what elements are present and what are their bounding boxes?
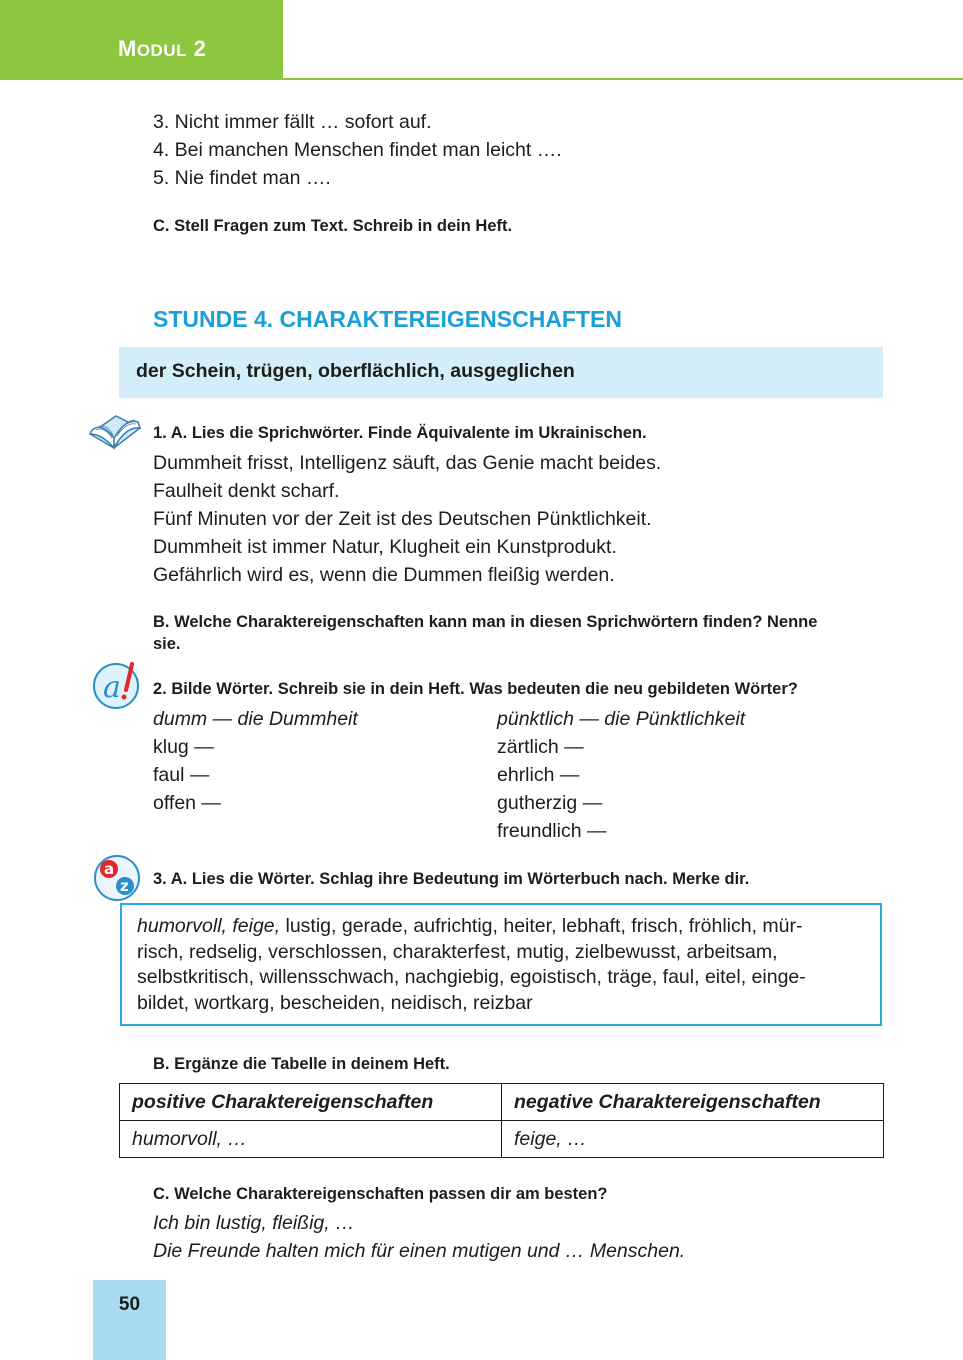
lesson-title: STUNDE 4. CHARAKTEREIGENSCHAFTEN (153, 306, 622, 332)
proverb-3: Fünf Minuten vor der Zeit ist des Deutschen Pünktlichkeit. (153, 508, 652, 530)
dictionary-az-icon (92, 853, 144, 908)
vocab-words: der Schein, trügen, oberflächlich, ausgeglichen (136, 360, 575, 382)
ex2-right-item: zärtlich — (497, 736, 584, 758)
character-table (119, 1083, 884, 1158)
vocab-line-4: bildet, wortkarg, bescheiden, neidisch, reizbar (137, 991, 533, 1014)
cell-positive: humorvoll, … (120, 1121, 502, 1158)
ex1-instruction-b-line1: B. Welche Charaktereigenschaften kann man in diesen Sprichwörtern finden? Nenne (153, 613, 818, 631)
ex3-example-1: Ich bin lustig, fleißig, … (153, 1212, 355, 1234)
ex2-right-example: pünktlich — die Pünktlichkeit (497, 708, 746, 730)
ex1-instruction-a: 1. A. Lies die Sprichwörter. Finde Äquivalente im Ukrainischen. (153, 424, 647, 442)
module-label: MODUL 2 (118, 36, 207, 61)
ex2-left-example: dumm — die Dummheit (153, 708, 358, 730)
word-formation-icon (92, 662, 144, 717)
ex2-right-item: gutherzig — (497, 792, 603, 814)
proverb-2: Faulheit denkt scharf. (153, 480, 340, 502)
svg-text:z: z (120, 877, 129, 895)
ex3-instruction-b: B. Ergänze die Tabelle in deinem Heft. (153, 1055, 450, 1073)
ex3-instruction-a: 3. A. Lies die Wörter. Schlag ihre Bedeutung im Wörterbuch nach. Merke dir. (153, 870, 750, 888)
ex2-left-item: klug — (153, 736, 214, 758)
cell-negative: feige, … (502, 1121, 884, 1158)
proverb-4: Dummheit ist immer Natur, Klugheit ein Kunstprodukt. (153, 536, 617, 558)
vocab-line-2: risch, redselig, verschlossen, charakterfest, mutig, zielbewusst, arbeitsam, (137, 940, 778, 963)
page-number: 50 (118, 1294, 141, 1315)
svg-text:a: a (103, 670, 121, 705)
ex2-left-item: faul — (153, 764, 210, 786)
proverb-1: Dummheit frisst, Intelligenz säuft, das Genie macht beides. (153, 452, 662, 474)
open-book-icon (86, 408, 144, 461)
prev-instruction-c: C. Stell Fragen zum Text. Schreib in dein Heft. (153, 217, 513, 235)
proverb-5: Gefährlich wird es, wenn die Dummen fleißig werden. (153, 564, 615, 586)
page-number-box (93, 1280, 166, 1360)
table-header-row (120, 1084, 884, 1121)
ex3-instruction-c: C. Welche Charaktereigenschaften passen dir am besten? (153, 1185, 608, 1203)
vocabulary-words (137, 914, 868, 1016)
ex2-instruction: 2. Bilde Wörter. Schreib sie in dein Heft. Was bedeuten die neu gebildeten Wörter? (153, 680, 798, 698)
prev-line-4: 4. Bei manchen Menschen findet man leicht …. (153, 139, 562, 161)
header-negative: negative Charaktereigenschaften (502, 1084, 884, 1121)
ex1-instruction-b-line2: sie. (153, 635, 181, 653)
header-positive: positive Charaktereigenschaften (120, 1084, 502, 1121)
ex3-example-2: Die Freunde halten mich für einen mutigen und … Menschen. (153, 1240, 686, 1262)
vocab-line-1: humorvoll, feige, lustig, gerade, aufrichtig, heiter, lebhaft, frisch, fröhlich, mür- (137, 915, 803, 937)
prev-line-3: 3. Nicht immer fällt … sofort auf. (153, 111, 432, 133)
ex2-right-item: freundlich — (497, 820, 607, 842)
prev-line-5: 5. Nie findet man …. (153, 167, 331, 189)
table-row (120, 1121, 884, 1158)
ex2-right-item: ehrlich — (497, 764, 580, 786)
header-rule (283, 78, 963, 80)
ex2-left-item: offen — (153, 792, 221, 814)
svg-text:a: a (104, 860, 115, 878)
vocab-line-3: selbstkritisch, willensschwach, nachgiebig, egoistisch, träge, faul, eitel, einge- (137, 966, 806, 988)
